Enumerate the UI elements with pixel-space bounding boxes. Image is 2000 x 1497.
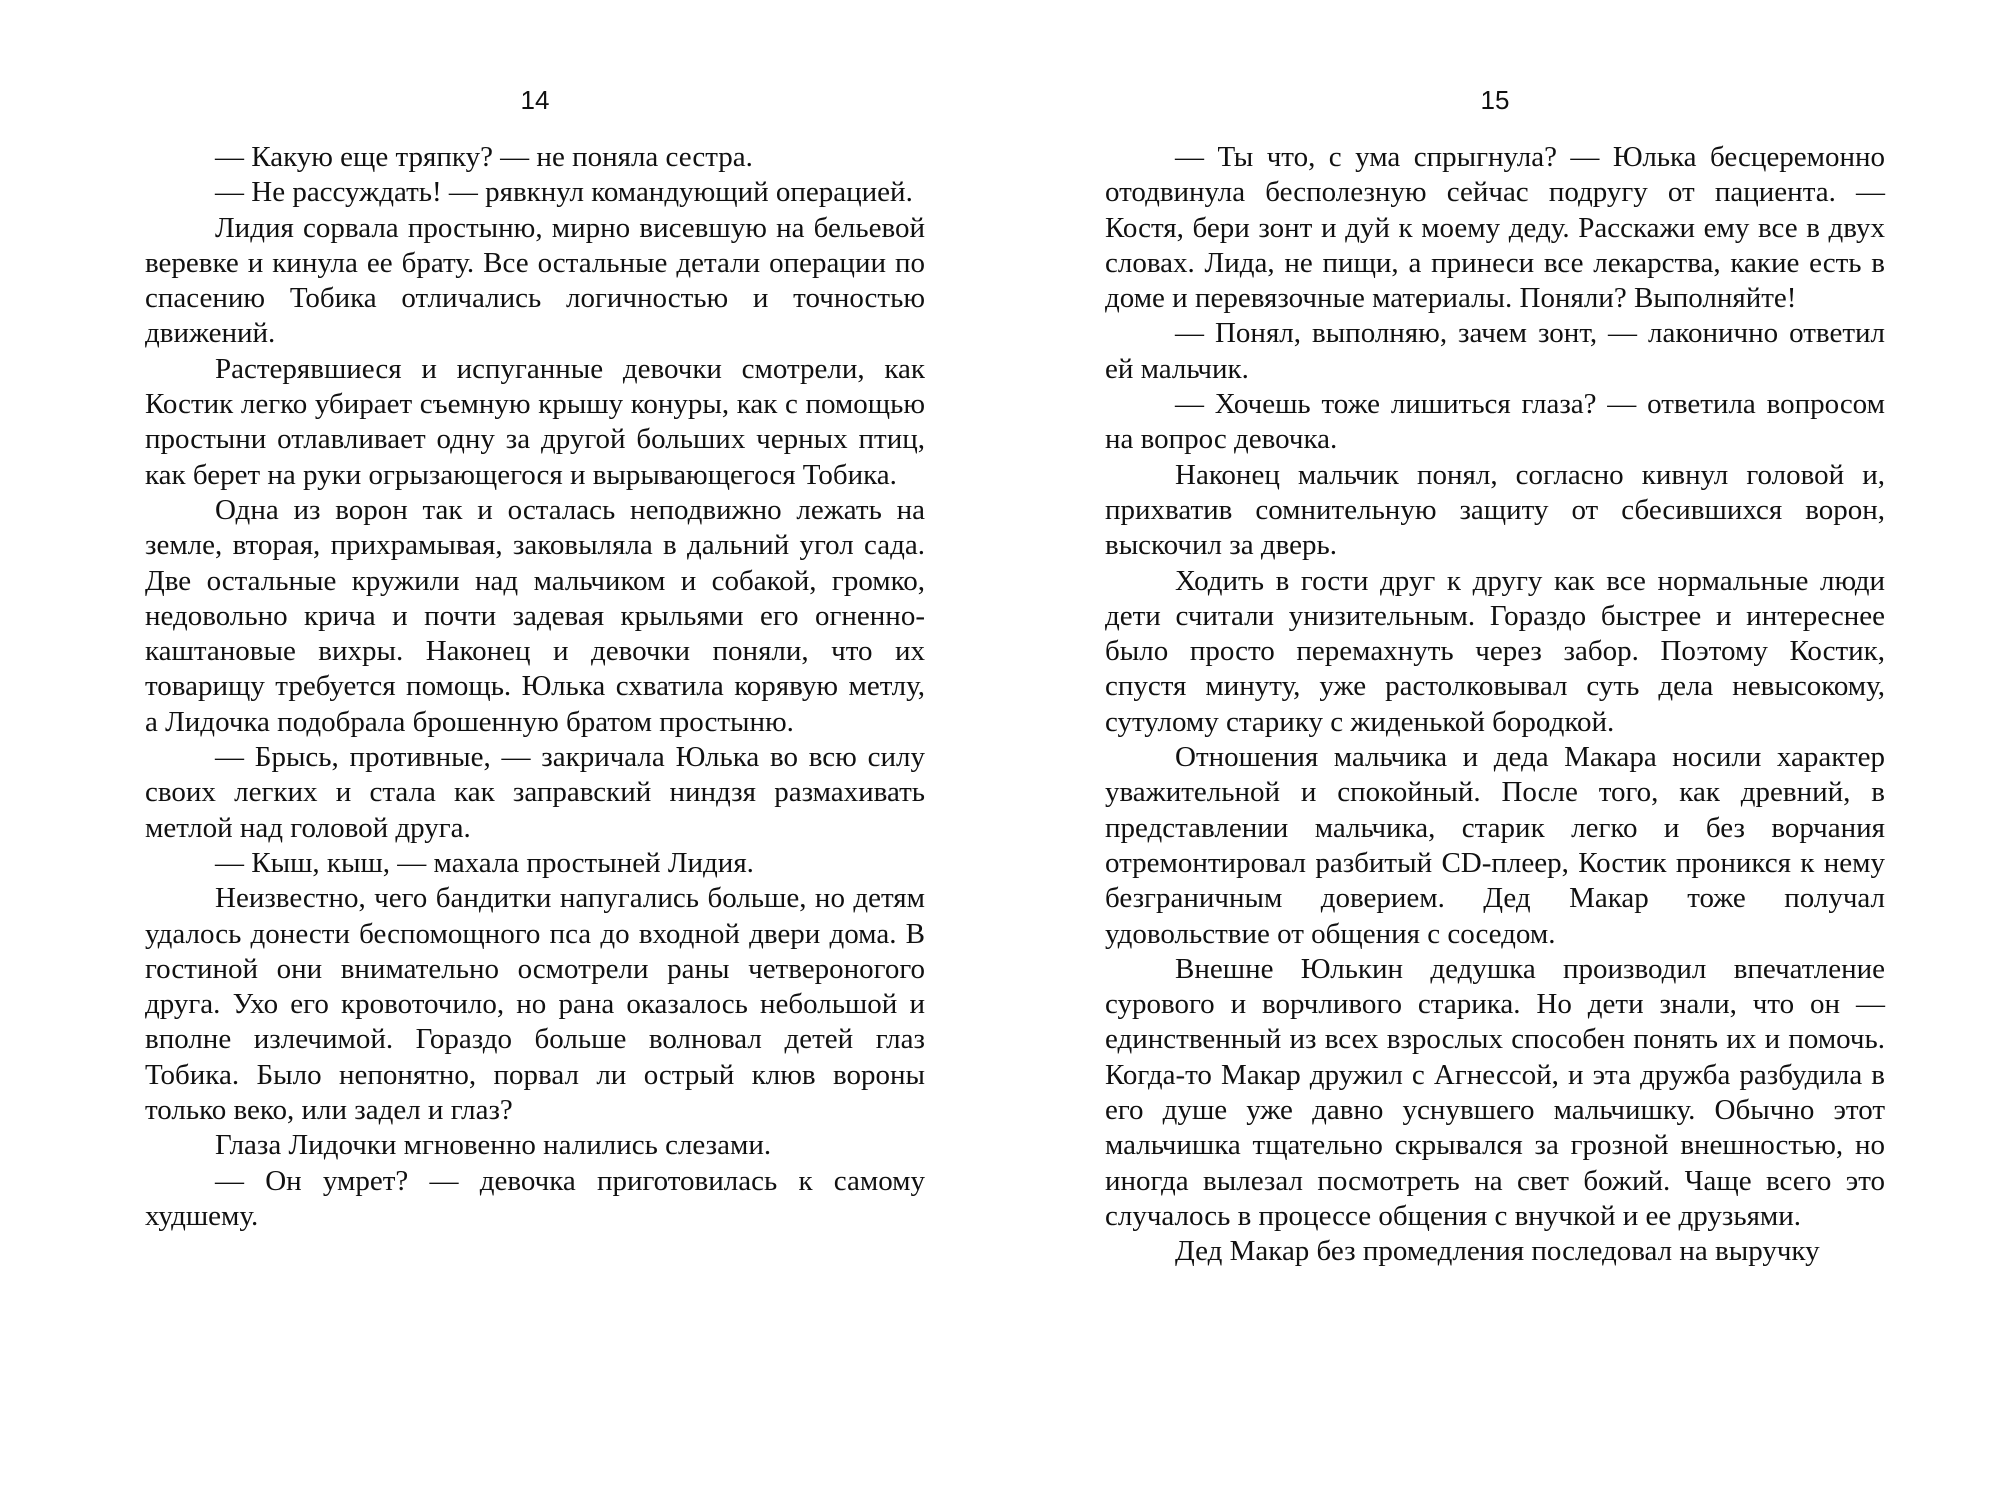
paragraph: — Хочешь тоже лишиться глаза? — ответила вопросом на вопрос девочка.	[1105, 388, 1885, 456]
page-number: 15	[1480, 85, 1510, 115]
paragraph: Дед Макар без промедления последовал на выручку	[1175, 1235, 1820, 1268]
page-body-text	[1105, 140, 1885, 1270]
left-page	[145, 0, 925, 1497]
paragraph: Отношения мальчика и деда Макара носили характер уважительной и спокойный. После того, как древний, в представлении мальчика, старик легко и без ворчания отремонтировал разбитый CD-плеер, Костик проникся к нему безграничным доверием. Дед Макар тоже получал удовольствие от общения с соседом.	[1105, 741, 1885, 950]
paragraph: — Он умрет? — девочка приготовилась к самому худшему.	[145, 1164, 925, 1232]
paragraph: — Какую еще тряпку? — не поняла сестра.	[215, 141, 753, 173]
paragraph: Ходить в гости друг к другу как все нормальные люди дети считали унизительным. Гораздо быстрее и интереснее было просто перемахнуть через забор. Поэтому Костик, спустя минуту, уже растолковывал суть дела невысокому, сутулому старику с жиденькой бородкой.	[1105, 564, 1885, 738]
paragraph: Неизвестно, чего бандитки напугались больше, но детям удалось донести беспомощного пса до входной двери дома. В гостиной они внимательно осмотрели раны четвероногого друга. Ухо его кровоточило, но рана оказалось небольшой и вполне излечимой. Гораздо больше волновал детей глаз Тобика. Было непонятно, порвал ли острый клюв вороны только веко, или задел и глаз?	[145, 882, 925, 1127]
paragraph: Глаза Лидочки мгновенно налились слезами.	[215, 1129, 772, 1162]
page-number: 14	[520, 85, 550, 115]
paragraph: Растерявшиеся и испуганные девочки смотрели, как Костик легко убирает съемную крышу конуры, как с помощью простыни отлавливает одну за другой больших черных птиц, как берет на руки огрызающегося и вырывающегося Тобика.	[145, 352, 925, 491]
paragraph: — Кыш, кыш, — махала простыней Лидия.	[215, 846, 754, 879]
paragraph: — Брысь, противные, — закричала Юлька во всю силу своих легких и стала как заправский ниндзя размахивать метлой над головой друга.	[145, 741, 925, 844]
paragraph: — Понял, выполняю, зачем зонт, — лаконично ответил ей мальчик.	[1105, 317, 1885, 385]
paragraph: Лидия сорвала простыню, мирно висевшую на бельевой веревке и кинула ее брату. Все остальные детали операции по спасению Тобика отличались логичностью и точностью движений.	[145, 211, 925, 350]
paragraph: — Ты что, с ума спрыгнула? — Юлька бесцеремонно отодвинула бесполезную сейчас подругу от пациента. — Костя, бери зонт и дуй к моему деду. Расскажи ему все в двух словах. Лида, не пищи, а принеси все лекарства, какие есть в доме и перевязочные материалы. Поняли? Выполняйте!	[1105, 141, 1885, 315]
paragraph: — Не рассуждать! — рявкнул командующий операцией.	[215, 176, 913, 209]
paragraph: Внешне Юлькин дедушка производил впечатление сурового и ворчливого старика. Но дети знали, что он — единственный из всех взрослых способен понять их и помочь. Когда-то Макар дружил с Агнессой, и эта дружба разбудила в его душе уже давно уснувшего мальчишку. Обычно этот мальчишка тщательно скрывался за грозной внешностью, но иногда вылезал посмотреть на свет божий. Чаще всего это случалось в процессе общения с внучкой и ее друзьями.	[1105, 952, 1885, 1232]
page-body-text	[145, 140, 925, 1234]
right-page	[1105, 0, 1885, 1497]
paragraph: Одна из ворон так и осталась неподвижно лежать на земле, вторая, прихрамывая, заковыляла в дальний угол сада. Две остальные кружили над мальчиком и собакой, громко, недовольно крича и почти задевая крыльями его огненно-каштановые вихры. Наконец и девочки поняли, что их товарищу требуется помощь. Юлька схватила корявую метлу, а Лидочка подобрала брошенную братом простыню.	[145, 493, 925, 738]
paragraph: Наконец мальчик понял, согласно кивнул головой и, прихватив сомнительную защиту от сбесившихся ворон, выскочил за дверь.	[1105, 458, 1885, 562]
